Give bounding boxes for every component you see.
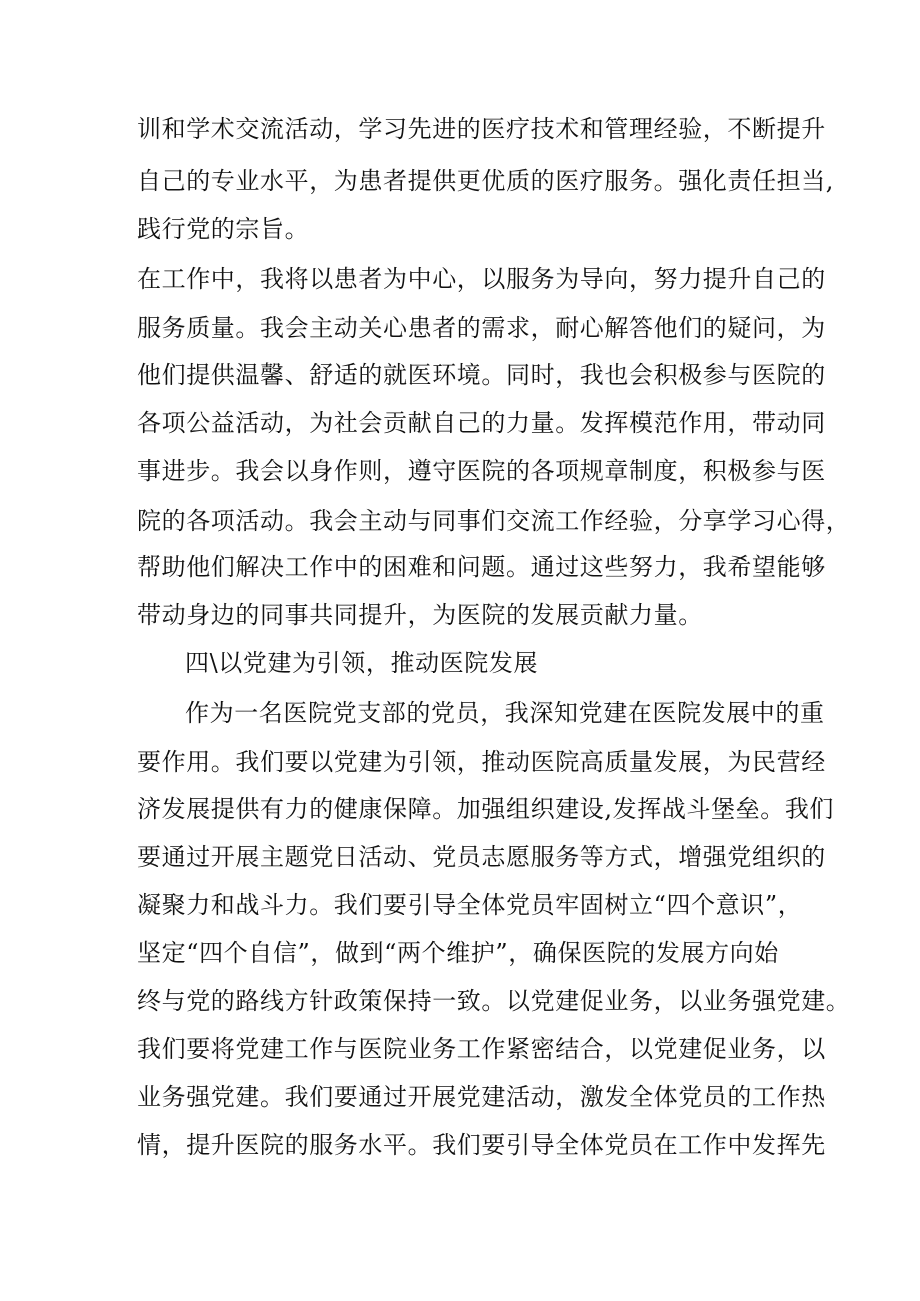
- text-line: 在工作中，我将以患者为中心，以服务为导向，努力提升自己的: [137, 265, 826, 293]
- text-line: 事进步。我会以身作则，遵守医院的各项规章制度，积极参与医: [137, 457, 826, 485]
- text-line: 自己的专业水平，为患者提供更优质的医疗服务。强化责任担当,: [137, 167, 835, 195]
- text-line: 院的各项活动。我会主动与同事们交流工作经验，分享学习心得，: [137, 507, 851, 535]
- text-line: 各项公益活动，为社会贡献自己的力量。发挥模范作用，带动同: [137, 409, 826, 437]
- section-heading: 四\以党建为引领，推动医院发展: [185, 649, 539, 677]
- text-line: 终与党的路线方针政策保持一致。以党建促业务，以业务强党建。: [137, 987, 851, 1015]
- text-line: 带动身边的同事共同提升，为医院的发展贡献力量。: [137, 601, 703, 629]
- text-line: 坚定“四个自信”，做到“两个维护”，确保医院的发展方向始: [137, 939, 779, 967]
- text-line: 要作用。我们要以党建为引领，推动医院高质量发展，为民营经: [137, 748, 826, 776]
- text-line: 凝聚力和战斗力。我们要引导全体党员牢固树立“四个意识”，: [137, 891, 803, 919]
- text-line: 要通过开展主题党日活动、党员志愿服务等方式，增强党组织的: [137, 843, 826, 871]
- text-line: 他们提供温馨、舒适的就医环境。同时，我也会积极参与医院的: [137, 361, 826, 389]
- text-line: 情，提升医院的服务水平。我们要引导全体党员在工作中发挥先: [137, 1131, 826, 1159]
- text-line: 服务质量。我会主动关心患者的需求，耐心解答他们的疑问，为: [137, 314, 826, 342]
- text-line: 我们要将党建工作与医院业务工作紧密结合，以党建促业务，以: [137, 1035, 826, 1063]
- text-line: 践行党的宗旨。: [137, 215, 310, 243]
- text-line: 训和学术交流活动，学习先进的医疗技术和管理经验，不断提升: [137, 115, 826, 143]
- text-line: 业务强党建。我们要通过开展党建活动，激发全体党员的工作热: [137, 1083, 826, 1111]
- text-line: 帮助他们解决工作中的困难和问题。通过这些努力，我希望能够: [137, 553, 826, 581]
- text-line: 作为一名医院党支部的党员，我深知党建在医院发展中的重: [185, 699, 825, 727]
- text-line: 济发展提供有力的健康保障。加强组织建设,发挥战斗堡垒。我们: [137, 795, 835, 823]
